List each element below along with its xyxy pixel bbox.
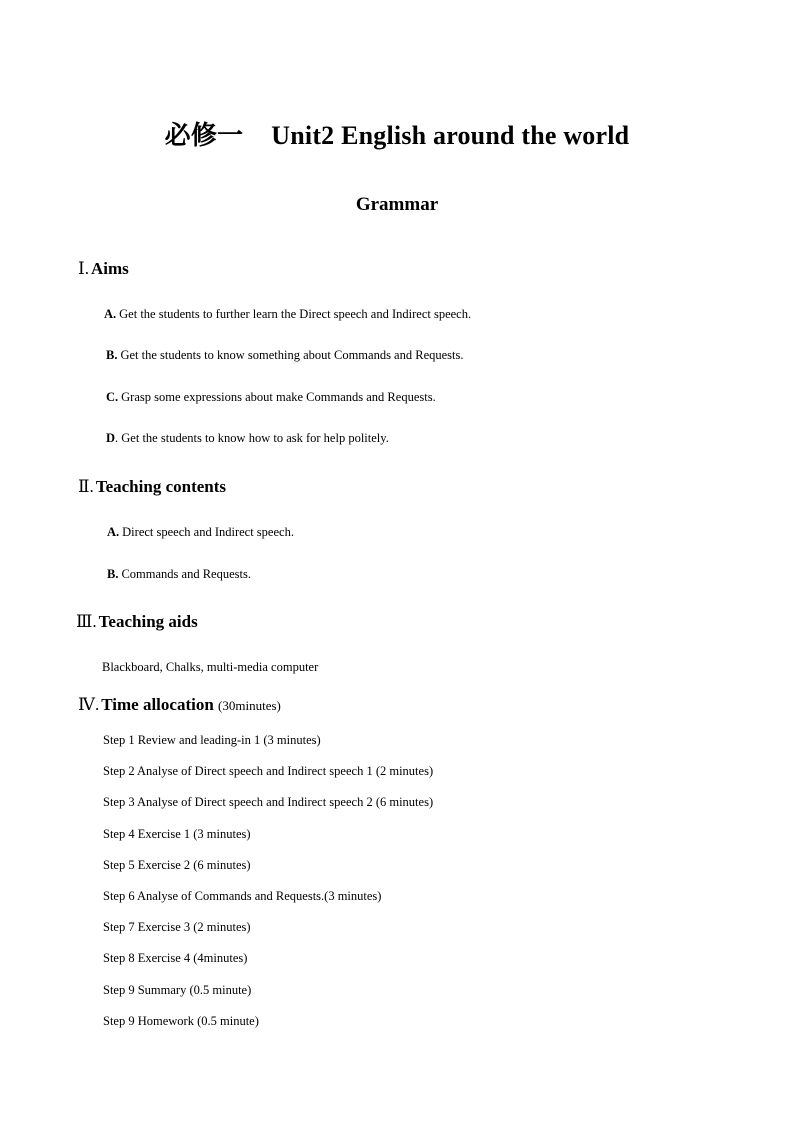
step-item: Step 8 Exercise 4 (4minutes): [103, 951, 248, 965]
title-english: Unit2 English around the world: [271, 121, 630, 150]
item-text: . Get the students to know how to ask for help politely.: [115, 431, 389, 445]
item-label: A.: [104, 307, 117, 321]
document-title: [0, 115, 794, 152]
aim-item: [106, 431, 389, 446]
step-item: Step 7 Exercise 3 (2 minutes): [103, 920, 251, 934]
section-heading-aids: [76, 612, 198, 632]
section-title: Aims: [90, 259, 129, 278]
section-title: Teaching aids: [98, 612, 198, 631]
item-label: D: [106, 431, 116, 445]
step-item: Step 5 Exercise 2 (6 minutes): [103, 858, 251, 872]
step-item: Step 4 Exercise 1 (3 minutes): [103, 827, 251, 841]
item-text: Grasp some expressions about make Commands and Requests.: [121, 390, 436, 404]
item-label: B.: [106, 348, 118, 362]
section-number: Ⅲ.: [76, 612, 97, 631]
section-heading-aims: [78, 259, 129, 279]
aim-item: [106, 390, 436, 405]
time-total-note: (30minutes): [218, 698, 281, 713]
item-label: C.: [106, 390, 119, 404]
step-item: Step 2 Analyse of Direct speech and Indirect speech 1 (2 minutes): [103, 764, 434, 778]
section-number: Ⅰ.: [78, 259, 89, 278]
document-subtitle: Grammar: [355, 194, 439, 215]
step-item: Step 9 Homework (0.5 minute): [103, 1014, 259, 1028]
title-chinese: 必修一: [164, 121, 244, 150]
aids-text: Blackboard, Chalks, multi-media computer: [102, 660, 319, 674]
item-label: B.: [107, 567, 119, 581]
item-text: Get the students to know something about Commands and Requests.: [120, 348, 464, 362]
step-item: Step 3 Analyse of Direct speech and Indirect speech 2 (6 minutes): [103, 795, 434, 809]
aim-item: [104, 307, 471, 322]
section-number: Ⅱ.: [78, 477, 94, 496]
section-heading-contents: [78, 477, 226, 497]
item-label: A.: [107, 525, 120, 539]
item-text: Direct speech and Indirect speech.: [122, 525, 294, 539]
section-title: Teaching contents: [95, 477, 227, 496]
aim-item: [106, 348, 464, 363]
step-item: Step 1 Review and leading-in 1 (3 minutes): [103, 733, 321, 747]
content-item: [107, 525, 294, 540]
step-item: Step 6 Analyse of Commands and Requests.(3 minutes): [103, 889, 382, 903]
item-text: Commands and Requests.: [121, 567, 251, 581]
content-item: [107, 567, 251, 582]
section-number: Ⅳ.: [78, 695, 100, 714]
section-heading-time: [78, 695, 281, 715]
section-title: Time allocation: [101, 695, 214, 714]
step-item: Step 9 Summary (0.5 minute): [103, 983, 252, 997]
item-text: Get the students to further learn the Direct speech and Indirect speech.: [119, 307, 472, 321]
